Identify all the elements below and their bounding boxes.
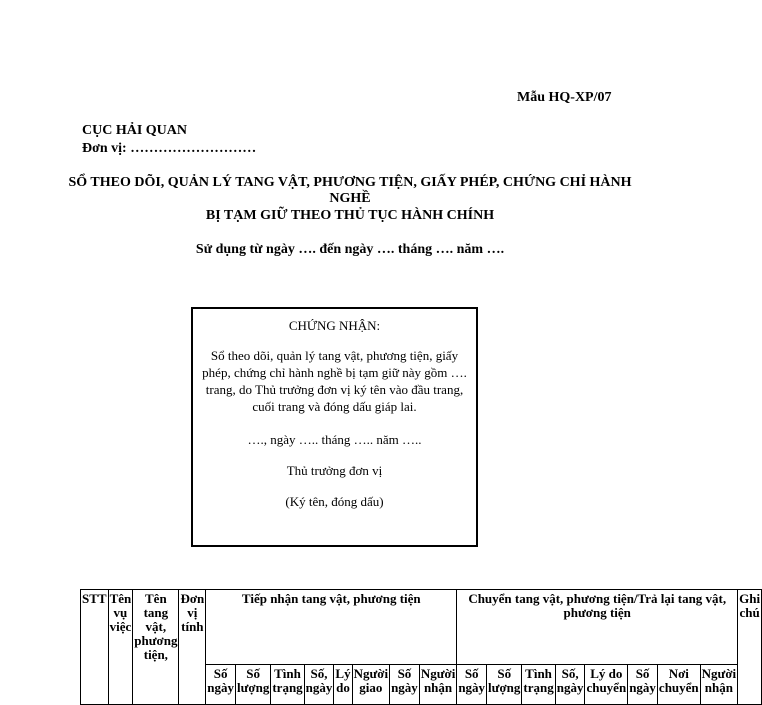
header-stt: STT (81, 590, 109, 705)
receive-sub-header: Số ngày (206, 665, 236, 705)
certificate-heading: CHỨNG NHẬN: (288, 318, 381, 333)
form-code: Mẫu HQ-XP/07 (517, 90, 612, 105)
transfer-sub-header: Số, ngày (555, 665, 585, 705)
document-title: SỔ THEO DÕI, QUẢN LÝ TANG VẬT, PHƯƠNG TIỆN, GIẤY PHÉP, CHỨNG CHỈ HÀNH NGHỀ (68, 175, 632, 206)
transfer-sub-header: Số ngày (457, 665, 487, 705)
certificate-date-line: …., ngày ….. tháng ….. năm ….. (247, 432, 422, 447)
header-transfer-group: Chuyển tang vật, phương tiện/Trả lại tang vật, phương tiện (457, 590, 738, 665)
tracking-table (80, 589, 762, 705)
certificate-box (191, 307, 478, 547)
certificate-sign-note: (Ký tên, đóng dấu) (285, 494, 384, 509)
transfer-sub-header: Người nhận (700, 665, 738, 705)
unit-label: Đơn vị: ……………………… (82, 141, 257, 156)
receive-sub-header: Người giao (352, 665, 390, 705)
transfer-sub-header: Tình trạng (522, 665, 555, 705)
agency-name: CỤC HẢI QUAN (82, 123, 187, 138)
header-unit: Đơn vị tính (179, 590, 206, 705)
header-note: Ghi chú (738, 590, 762, 705)
receive-sub-header: Tình trạng (271, 665, 304, 705)
transfer-sub-header: Số lượng (487, 665, 522, 705)
usage-period: Sử dụng từ ngày …. đến ngày …. tháng …. năm …. (195, 242, 505, 257)
receive-sub-header: Lý do (334, 665, 352, 705)
receive-sub-header: Số lượng (236, 665, 271, 705)
receive-sub-header: Số, ngày (304, 665, 334, 705)
receive-sub-header: Người nhận (419, 665, 457, 705)
header-case-name: Tên vụ việc (108, 590, 133, 705)
certificate-body: Sổ theo dõi, quản lý tang vật, phương tiện, giấy phép, chứng chỉ hành nghề bị tạm giữ này gồm …. trang, do Thủ trưởng đơn vị ký tên vào đầu trang, cuối trang và đóng dấu giáp lai. (202, 348, 467, 414)
transfer-sub-header: Số ngày (628, 665, 658, 705)
certificate-signer: Thủ trưởng đơn vị (286, 463, 383, 478)
header-item-name: Tên tang vật, phương tiện, (133, 590, 179, 705)
document-subtitle: BỊ TẠM GIỮ THEO THỦ TỤC HÀNH CHÍNH (205, 208, 495, 223)
header-receive-group: Tiếp nhận tang vật, phương tiện (206, 590, 457, 665)
transfer-sub-header: Nơi chuyển (657, 665, 700, 705)
receive-sub-header: Số ngày (390, 665, 420, 705)
transfer-sub-header: Lý do chuyển (585, 665, 628, 705)
